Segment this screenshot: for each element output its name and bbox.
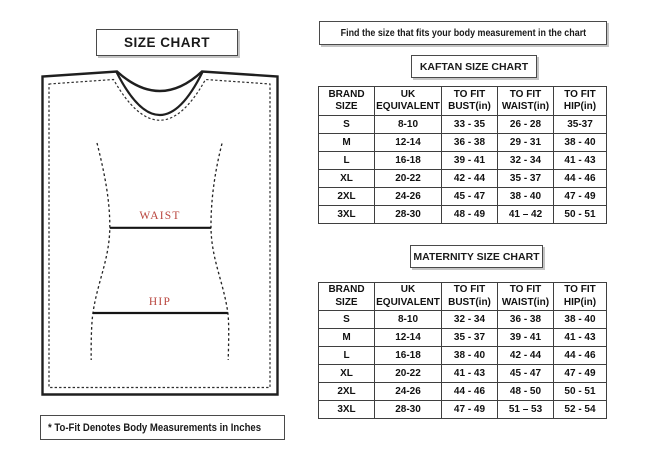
table-cell: L (319, 347, 375, 365)
table-row (319, 365, 607, 383)
table-cell: 50 - 51 (554, 206, 607, 224)
table-cell: 35 - 37 (442, 329, 498, 347)
table-cell: 12-14 (375, 329, 442, 347)
table-cell: M (319, 329, 375, 347)
table-cell: 41 - 43 (554, 329, 607, 347)
table-cell: 45 - 47 (498, 365, 554, 383)
table-cell: 26 - 28 (498, 116, 554, 134)
table-cell: 50 - 51 (554, 383, 607, 401)
table-row (319, 401, 607, 419)
column-header-uk-equivalent: UK EQUIVALENT (375, 283, 442, 311)
table-cell: 16-18 (375, 152, 442, 170)
kaftan-chart-title: KAFTAN SIZE CHART (419, 60, 529, 73)
kaftan-size-table (318, 86, 607, 224)
instruction-box (319, 21, 607, 45)
column-header-hip: TO FIT HIP(in) (554, 87, 607, 116)
table-cell: 44 - 46 (442, 383, 498, 401)
table-row (319, 116, 607, 134)
table-cell: 47 - 49 (442, 401, 498, 419)
table-row (319, 152, 607, 170)
table-cell: L (319, 152, 375, 170)
column-header-hip: TO FIT HIP(in) (554, 283, 607, 311)
table-cell: 24-26 (375, 383, 442, 401)
table-cell: 16-18 (375, 347, 442, 365)
column-header-brand-size: BRAND SIZE (319, 87, 375, 116)
table-row (319, 134, 607, 152)
table-cell: 42 - 44 (442, 170, 498, 188)
footnote-box (40, 415, 285, 440)
table-cell: 41 - 43 (554, 152, 607, 170)
table-cell: 32 - 34 (442, 311, 498, 329)
maternity-table-header (319, 283, 607, 311)
hip-label: HIP (148, 296, 172, 308)
instruction-text: Find the size that fits your body measurement in the chart (340, 27, 586, 39)
table-row (319, 206, 607, 224)
table-row (319, 170, 607, 188)
table-cell: 38 - 40 (442, 347, 498, 365)
table-cell: 28-30 (375, 206, 442, 224)
table-row (319, 347, 607, 365)
table-cell: 8-10 (375, 311, 442, 329)
table-cell: XL (319, 365, 375, 383)
table-cell: 41 – 42 (498, 206, 554, 224)
table-cell: 41 - 43 (442, 365, 498, 383)
table-cell: 8-10 (375, 116, 442, 134)
footnote-text: * To-Fit Denotes Body Measurements in Inches (48, 421, 262, 434)
table-row (319, 383, 607, 401)
maternity-chart-title-box (410, 245, 543, 268)
table-cell: 28-30 (375, 401, 442, 419)
table-cell: M (319, 134, 375, 152)
column-header-bust: TO FIT BUST(in) (442, 87, 498, 116)
kaftan-table-header (319, 87, 607, 116)
table-cell: 38 - 40 (554, 311, 607, 329)
table-cell: 2XL (319, 383, 375, 401)
table-cell: 29 - 31 (498, 134, 554, 152)
table-cell: 52 - 54 (554, 401, 607, 419)
table-cell: S (319, 311, 375, 329)
table-row (319, 188, 607, 206)
table-cell: 36 - 38 (442, 134, 498, 152)
table-cell: 3XL (319, 206, 375, 224)
size-chart-title: SIZE CHART (124, 35, 210, 50)
column-header-uk-equivalent: UK EQUIVALENT (375, 87, 442, 116)
table-cell: S (319, 116, 375, 134)
maternity-chart-title: MATERNITY SIZE CHART (413, 250, 540, 263)
table-cell: 36 - 38 (498, 311, 554, 329)
table-cell: 35-37 (554, 116, 607, 134)
table-cell: 44 - 46 (554, 170, 607, 188)
column-header-waist: TO FIT WAIST(in) (498, 87, 554, 116)
header-row (319, 283, 607, 311)
table-cell: 39 - 41 (442, 152, 498, 170)
table-cell: 32 - 34 (498, 152, 554, 170)
kaftan-table-body (319, 116, 607, 224)
table-cell: 44 - 46 (554, 347, 607, 365)
garment-outline (43, 72, 278, 395)
table-cell: 38 - 40 (498, 188, 554, 206)
column-header-brand-size: BRAND SIZE (319, 283, 375, 311)
table-cell: 2XL (319, 188, 375, 206)
table-cell: 20-22 (375, 170, 442, 188)
table-cell: 48 - 50 (498, 383, 554, 401)
table-cell: 24-26 (375, 188, 442, 206)
table-cell: 47 - 49 (554, 188, 607, 206)
table-cell: 12-14 (375, 134, 442, 152)
table-cell: 39 - 41 (498, 329, 554, 347)
table-cell: 42 - 44 (498, 347, 554, 365)
maternity-size-table (318, 282, 607, 419)
table-cell: 3XL (319, 401, 375, 419)
column-header-bust: TO FIT BUST(in) (442, 283, 498, 311)
table-cell: 45 - 47 (442, 188, 498, 206)
table-row (319, 329, 607, 347)
table-cell: 33 - 35 (442, 116, 498, 134)
table-cell: 48 - 49 (442, 206, 498, 224)
waist-label: WAIST (139, 210, 181, 222)
kaftan-chart-title-box (411, 55, 537, 78)
table-cell: 35 - 37 (498, 170, 554, 188)
column-header-waist: TO FIT WAIST(in) (498, 283, 554, 311)
maternity-table-body (319, 311, 607, 419)
table-cell: XL (319, 170, 375, 188)
table-cell: 20-22 (375, 365, 442, 383)
table-cell: 38 - 40 (554, 134, 607, 152)
size-chart-title-box (96, 29, 238, 56)
header-row (319, 87, 607, 116)
table-cell: 51 – 53 (498, 401, 554, 419)
table-row (319, 311, 607, 329)
table-cell: 47 - 49 (554, 365, 607, 383)
